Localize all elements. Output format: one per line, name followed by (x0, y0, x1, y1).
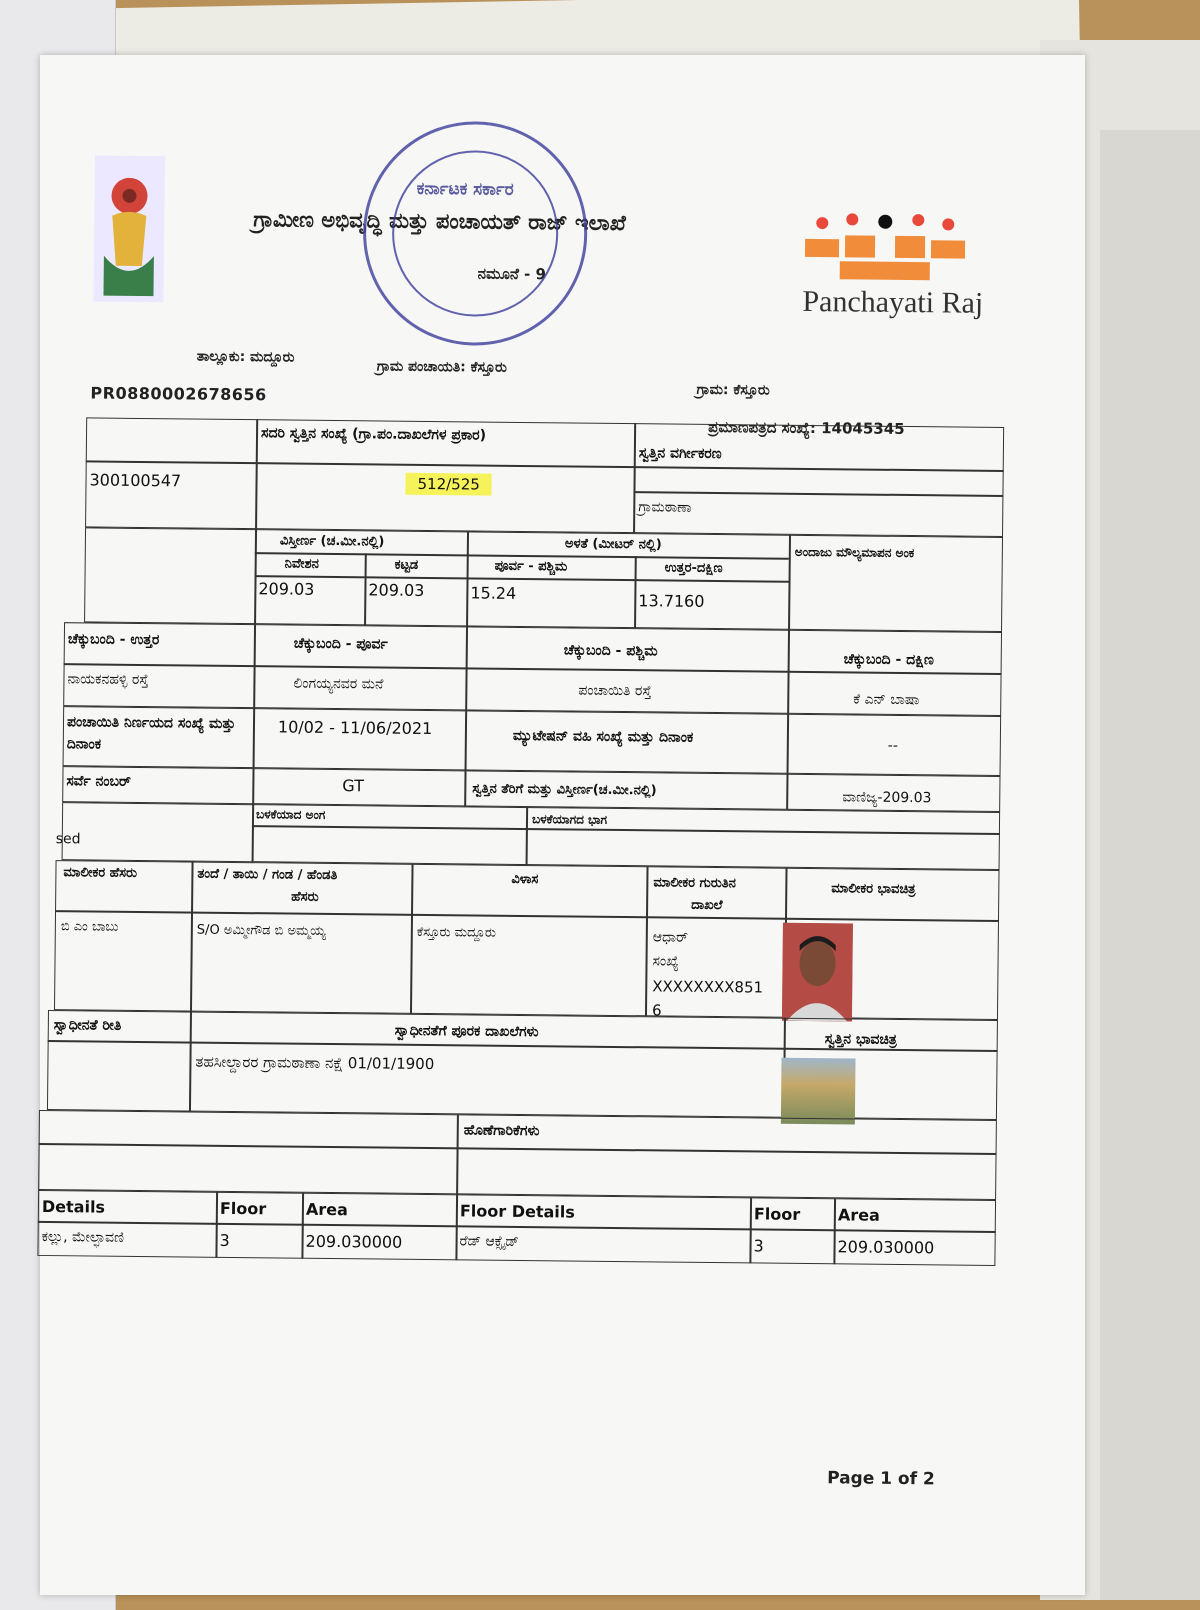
north-south-length: 13.7160 (638, 591, 705, 611)
id-line-4: 6 (651, 1001, 662, 1020)
east-west-label: ಪೂರ್ವ - ಪಶ್ಚಿಮ (494, 558, 568, 575)
floor-header-floor-2: Floor (753, 1204, 801, 1224)
floor-header-details: Details (41, 1196, 106, 1217)
divider (252, 768, 254, 804)
property-photo-label: ಸ್ವತ್ತಿನ ಭಾವಚಿತ್ರ (824, 1031, 897, 1048)
id-line-3: XXXXXXXX851 (652, 977, 764, 997)
floor-area-2: 209.030000 (837, 1237, 935, 1258)
owner-photo-label: ಮಾಲೀಕರ ಭಾವಚಿತ್ರ (831, 881, 916, 898)
floor-type: ರೆಡ್ ಆಕ್ಸೈಡ್ (459, 1233, 519, 1250)
form-number: ನಮೂನೆ - 9 (477, 264, 547, 284)
panchayati-raj-logo (800, 211, 971, 285)
divider (786, 774, 788, 810)
official-seal (362, 120, 588, 346)
floor-header-area: Area (305, 1199, 348, 1220)
property-number-table (85, 417, 1004, 537)
taluk: ತಾಲ್ಲೂಕು: ಮದ್ದೂರು (196, 348, 295, 366)
tax-type-label: ಸ್ವತ್ತಿನ ತೆರಿಗೆ ಮತ್ತು ವಿಸ್ತೀರ್ಣ(ಚ.ಮೀ.ನಲ್ಲಿ) (472, 781, 657, 799)
owner-name: ಬಿ ಎಂ ಬಾಬು (60, 919, 119, 935)
property-number-label: ಸದರಿ ಸ್ವತ್ತಿನ ಸಂಖ್ಯೆ (ಗ್ರಾ.ಪಂ.ದಾಖಲೆಗಳ ಪ್ರಕಾರ) (260, 425, 487, 444)
tax-type-value: ವಾಣಿಜ್ಯ-209.03 (842, 789, 932, 807)
seal-text: ಕರ್ನಾಟಕ ಸರ್ಕಾರ (416, 178, 514, 200)
usage-table (62, 802, 1001, 870)
property-id: PR0880002678656 (90, 383, 267, 405)
owner-photo (782, 923, 853, 1022)
length-label: ಅಳತೆ (ಮೀಟರ್ ನಲ್ಲಿ) (564, 536, 662, 553)
background-paper (1100, 130, 1200, 1600)
address-label: ವಿಳಾಸ (511, 871, 539, 888)
classification-value: ಗ್ರಾಮಠಾಣಾ (638, 499, 692, 516)
survey-label: ಸರ್ವೆ ನಂಬರ್ (66, 773, 131, 790)
site-label: ನಿವೇಶನ (284, 556, 319, 572)
gram-panchayat: ಗ್ರಾಮ ಪಂಚಾಯತಿ: ಕೆಸ್ತೂರು (376, 358, 508, 376)
owner-name-label: ಮಾಲೀಕರ ಹೆಸರು (63, 865, 138, 881)
north-boundary: ನಾಯಕನಹಳ್ಳಿ ರಸ್ತೆ (67, 671, 149, 689)
left-id: 300100547 (89, 470, 182, 491)
west-boundary-label: ಚೆಕ್ಕುಬಂದಿ - ಪಶ್ಚಿಮ (563, 642, 658, 660)
floor-header-area-2: Area (837, 1205, 880, 1225)
east-west-length: 15.24 (470, 583, 517, 603)
building-area: 209.03 (368, 580, 425, 600)
id-line-1: ಆಧಾರ್ (652, 929, 689, 946)
classification-label: ಸ್ವತ್ತಿನ ವರ್ಗೀಕರಣ (638, 445, 722, 463)
karnataka-emblem (93, 155, 165, 302)
document-content (34, 55, 1080, 1596)
id-doc-label-2: ದಾಖಲೆ (691, 897, 723, 914)
id-doc-label: ಮಾಲೀಕರ ಗುರುತಿನ (653, 875, 736, 892)
value-label: ಅಂದಾಜು ಮೌಲ್ಯಮಾಪನ ಅಂಕ (794, 544, 915, 561)
floor-area: 209.030000 (305, 1231, 403, 1252)
west-boundary: ಪಂಚಾಯಿತಿ ರಸ್ತೆ (578, 682, 652, 700)
floor-header-details-2: Floor Details (459, 1201, 575, 1222)
east-boundary-label: ಚೆಕ್ಕುಬಂದಿ - ಪೂರ್ವ (293, 635, 388, 653)
relation-label: ತಂದೆ / ತಾಯಿ / ಗಂಡ / ಹೆಂಡತಿ (197, 866, 338, 884)
possession-type-label: ಸ್ವಾಧೀನತೆ ರೀತಿ (53, 1017, 122, 1034)
floor-count-2: 3 (753, 1236, 764, 1256)
department-title: ಗ್ರಾಮೀಣ ಅಭಿವೃದ್ಧಿ ಮತ್ತು ಪಂಚಾಯತ್ ರಾಜ್ ಇಲಾಖೆ (253, 207, 626, 236)
id-line-2: ಸಂಖ್ಯೆ (652, 953, 679, 970)
owner-address: ಕೆಸ್ತೂರು ಮದ್ದೂರು (416, 924, 496, 941)
resolution-label: ಪಂಚಾಯಿತಿ ನಿರ್ಣಯದ ಸಂಖ್ಯೆ ಮತ್ತು ದಿನಾಂಕ (66, 714, 236, 753)
east-boundary: ಲಿಂಗಯ್ಯನವರ ಮನೆ (293, 675, 384, 693)
north-south-label: ಉತ್ತರ-ದಕ್ಷಿಣ (664, 560, 723, 577)
north-boundary-label: ಚೆಕ್ಕುಬಂದಿ - ಉತ್ತರ (67, 631, 160, 649)
resolution-value: 10/02 - 11/06/2021 (277, 717, 433, 739)
liabilities-title: ಹೊಣೆಗಾರಿಕೆಗಳು (463, 1122, 540, 1140)
divider (464, 770, 466, 806)
property-number: 512/525 (405, 473, 492, 496)
floor-count: 3 (219, 1230, 230, 1250)
certificate-number: ಪ್ರಮಾಣಪತ್ರದ ಸಂಖ್ಯೆ: 14045345 (708, 417, 905, 438)
used-area-label: ಬಳಕೆಯಾದ ಅಂಗ (255, 807, 326, 822)
relation-name: S/O ಅಮ್ಮೀಗೌಡ ಬಿ ಅಮ್ಮಯ್ಯ (196, 922, 326, 939)
page-number: Page 1 of 2 (827, 1468, 935, 1490)
possession-docs-label: ಸ್ವಾಧೀನತೆಗೆ ಪೂರಕ ದಾಖಲೆಗಳು (394, 1022, 539, 1041)
mutation-value: -- (887, 737, 899, 754)
usage-left-text: sed (55, 831, 81, 848)
unused-area-label: ಬಳಕೆಯಾಗದ ಭಾಗ (531, 812, 608, 827)
floor-header-floor: Floor (219, 1198, 267, 1219)
site-area: 209.03 (258, 579, 315, 599)
mutation-label: ಮ್ಯುಟೇಷನ್ ವಹಿ ಸಂಖ್ಯೆ ಮತ್ತು ದಿನಾಂಕ (512, 727, 694, 746)
relation-label-2: ಹೆಸರು (291, 889, 319, 905)
area-label: ವಿಸ್ತೀರ್ಣ (ಚ.ಮೀ.ನಲ್ಲಿ) (279, 533, 385, 550)
building-label: ಕಟ್ಟಡ (394, 557, 419, 573)
possession-docs: ತಹಸೀಲ್ದಾರರ ಗ್ರಾಮಠಾಣಾ ನಕ್ಷೆ 01/01/1900 (195, 1052, 435, 1074)
floor-roof: ಕಲ್ಲು, ಮೇಲ್ಛಾವಣಿ (41, 1228, 124, 1246)
village: ಗ್ರಾಮ: ಕೆಸ್ತೂರು (696, 381, 770, 399)
property-photo (781, 1058, 856, 1125)
survey-value: GT (342, 776, 365, 796)
south-boundary: ಕೆ ಎನ್ ಬಾಷಾ (853, 691, 920, 709)
south-boundary-label: ಚೆಕ್ಕುಬಂದಿ - ದಕ್ಷಿಣ (843, 651, 934, 669)
document-page (40, 55, 1085, 1595)
logo-text: Panchayati Raj (802, 284, 984, 320)
